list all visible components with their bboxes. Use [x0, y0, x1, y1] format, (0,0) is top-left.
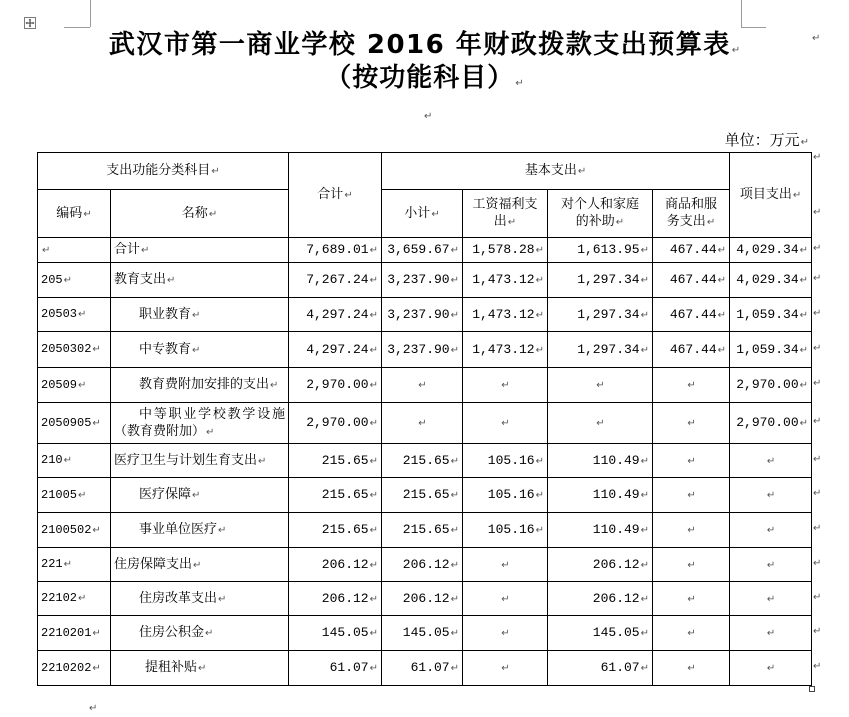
project-value: 1,059.34 ↵ — [736, 342, 808, 357]
header-goods-services[interactable] — [653, 190, 730, 238]
subtotal-cell[interactable] — [382, 478, 463, 513]
document-subtitle[interactable] — [0, 62, 849, 100]
personal-family-subsidy-cell[interactable] — [548, 332, 653, 368]
subtotal-value: 3,237.90 ↵ — [387, 272, 459, 287]
subtotal-value: 145.05 ↵ — [403, 625, 459, 640]
total-value: 7,267.24 ↵ — [306, 272, 378, 287]
salary-welfare-value: 105.16 ↵ — [488, 487, 544, 502]
code-value: 21005 ↵ — [41, 488, 86, 502]
salary-welfare-value: 105.16 ↵ — [488, 522, 544, 537]
header-personal-family-subsidy[interactable] — [548, 190, 653, 238]
project-cell[interactable] — [730, 651, 812, 686]
total-cell[interactable] — [289, 513, 382, 548]
subtotal-cell[interactable] — [382, 332, 463, 368]
personal-family-subsidy-value: 1,613.95 ↵ — [577, 242, 649, 257]
table-row — [38, 548, 812, 582]
paragraph-mark-icon — [811, 32, 820, 46]
row-end-mark-icon — [812, 415, 821, 429]
project-cell[interactable] — [730, 263, 812, 298]
personal-family-subsidy-cell[interactable] — [548, 263, 653, 298]
code-cell[interactable] — [38, 238, 111, 263]
table-row — [38, 651, 812, 686]
project-value: 4,029.34 ↵ — [736, 272, 808, 287]
total-value: 2,970.00 ↵ — [306, 415, 378, 430]
unit-label[interactable] — [725, 131, 809, 152]
goods-services-cell[interactable] — [653, 616, 730, 651]
project-value — [766, 453, 775, 468]
name-value: 医疗卫生与计划生育支出 ↵ — [114, 453, 266, 468]
project-cell[interactable] — [730, 332, 812, 368]
salary-welfare-cell[interactable] — [463, 368, 548, 403]
goods-services-cell[interactable] — [653, 332, 730, 368]
salary-welfare-value — [500, 591, 509, 606]
subtotal-value — [417, 415, 426, 430]
text-boundary-corner-top-left-horizontal — [64, 27, 90, 28]
header-project-label: 项目支出 ↵ — [740, 187, 801, 202]
total-value: 4,297.24 ↵ — [306, 342, 378, 357]
subtotal-value: 3,237.90 ↵ — [387, 307, 459, 322]
text-boundary-corner-top-right-horizontal — [741, 27, 766, 28]
project-value — [766, 557, 775, 572]
subtotal-cell[interactable] — [382, 582, 463, 616]
project-cell[interactable] — [730, 582, 812, 616]
project-value — [766, 591, 775, 606]
goods-services-value — [686, 453, 695, 468]
name-cell[interactable] — [111, 616, 289, 651]
name-cell[interactable] — [111, 582, 289, 616]
table-move-handle-icon[interactable] — [24, 14, 36, 26]
project-cell[interactable] — [730, 513, 812, 548]
name-cell[interactable] — [111, 263, 289, 298]
header-row-1 — [38, 153, 812, 190]
code-cell[interactable] — [38, 298, 111, 332]
code-value: 20503 ↵ — [41, 307, 86, 321]
subtotal-cell[interactable] — [382, 403, 463, 444]
goods-services-value — [686, 415, 695, 430]
goods-services-cell[interactable] — [653, 444, 730, 478]
goods-services-cell[interactable] — [653, 478, 730, 513]
header-total[interactable] — [289, 153, 382, 238]
salary-welfare-cell[interactable] — [463, 403, 548, 444]
row-end-mark-icon — [812, 307, 821, 321]
code-cell[interactable] — [38, 582, 111, 616]
total-cell[interactable] — [289, 478, 382, 513]
name-cell[interactable] — [111, 444, 289, 478]
paragraph-mark-icon — [423, 111, 432, 122]
project-value — [766, 522, 775, 537]
total-cell[interactable] — [289, 444, 382, 478]
salary-welfare-value — [500, 415, 509, 430]
code-cell[interactable] — [38, 368, 111, 403]
total-value: 2,970.00 ↵ — [306, 377, 378, 392]
salary-welfare-cell[interactable] — [463, 651, 548, 686]
header-goods-services-label: 商品和服务支出 ↵ — [663, 196, 719, 231]
total-value: 215.65 ↵ — [322, 522, 378, 537]
total-cell[interactable] — [289, 403, 382, 444]
total-cell[interactable] — [289, 332, 382, 368]
total-value: 206.12 ↵ — [322, 557, 378, 572]
salary-welfare-cell[interactable] — [463, 478, 548, 513]
code-cell[interactable] — [38, 651, 111, 686]
code-cell[interactable] — [38, 478, 111, 513]
row-end-mark-icon — [812, 660, 821, 674]
code-cell[interactable] — [38, 332, 111, 368]
subtotal-value: 215.65 ↵ — [403, 453, 459, 468]
project-cell[interactable] — [730, 616, 812, 651]
personal-family-subsidy-cell[interactable] — [548, 582, 653, 616]
text-boundary-corner-top-right-vertical — [741, 0, 742, 27]
header-basic-group[interactable] — [382, 153, 730, 190]
personal-family-subsidy-cell[interactable] — [548, 478, 653, 513]
goods-services-cell[interactable] — [653, 298, 730, 332]
code-cell[interactable] — [38, 403, 111, 444]
total-cell[interactable] — [289, 616, 382, 651]
personal-family-subsidy-value: 1,297.34 ↵ — [577, 307, 649, 322]
personal-family-subsidy-value: 110.49 ↵ — [593, 487, 649, 502]
goods-services-cell[interactable] — [653, 582, 730, 616]
goods-services-value — [686, 557, 695, 572]
salary-welfare-value — [500, 660, 509, 675]
salary-welfare-cell[interactable] — [463, 238, 548, 263]
project-value: 1,059.34 ↵ — [736, 307, 808, 322]
total-value: 145.05 ↵ — [322, 625, 378, 640]
name-cell[interactable] — [111, 548, 289, 582]
goods-services-value — [686, 660, 695, 675]
code-cell[interactable] — [38, 263, 111, 298]
header-code[interactable] — [38, 190, 111, 238]
row-end-mark-icon — [812, 242, 821, 256]
subtotal-value: 3,237.90 ↵ — [387, 342, 459, 357]
personal-family-subsidy-value: 61.07 ↵ — [601, 660, 649, 675]
table-row — [38, 616, 812, 651]
total-cell[interactable] — [289, 368, 382, 403]
subtotal-value: 215.65 ↵ — [403, 487, 459, 502]
personal-family-subsidy-cell[interactable] — [548, 368, 653, 403]
goods-services-value — [686, 377, 695, 392]
text-boundary-corner-top-left-vertical — [90, 0, 91, 27]
total-cell[interactable] — [289, 651, 382, 686]
name-value: 住房保障支出 ↵ — [114, 557, 201, 572]
project-cell[interactable] — [730, 298, 812, 332]
personal-family-subsidy-value: 110.49 ↵ — [593, 522, 649, 537]
subtotal-cell[interactable] — [382, 651, 463, 686]
goods-services-value: 467.44 ↵ — [670, 307, 726, 322]
goods-services-cell[interactable] — [653, 513, 730, 548]
salary-welfare-cell[interactable] — [463, 263, 548, 298]
name-value: 中等职业学校教学设施（教育费附加） ↵ — [114, 407, 285, 439]
table-row — [38, 368, 812, 403]
header-total-label: 合计 ↵ — [317, 187, 352, 202]
salary-welfare-value: 1,473.12 ↵ — [472, 307, 544, 322]
personal-family-subsidy-value: 110.49 ↵ — [593, 453, 649, 468]
code-value — [41, 243, 50, 257]
header-subtotal[interactable] — [382, 190, 463, 238]
project-cell[interactable] — [730, 444, 812, 478]
subtotal-cell[interactable] — [382, 513, 463, 548]
subtotal-cell[interactable] — [382, 444, 463, 478]
total-cell[interactable] — [289, 548, 382, 582]
personal-family-subsidy-value: 1,297.34 ↵ — [577, 342, 649, 357]
row-end-mark-icon — [812, 625, 821, 639]
salary-welfare-value: 1,473.12 ↵ — [472, 342, 544, 357]
header-category-group[interactable] — [38, 153, 289, 190]
end-of-table-marker-icon — [809, 686, 815, 692]
salary-welfare-cell[interactable] — [463, 582, 548, 616]
goods-services-cell[interactable] — [653, 403, 730, 444]
goods-services-value — [686, 487, 695, 502]
project-value: 2,970.00 ↵ — [736, 415, 808, 430]
paragraph-mark-icon — [88, 703, 97, 715]
subtotal-cell[interactable] — [382, 368, 463, 403]
table-row — [38, 444, 812, 478]
row-end-mark-icon — [812, 522, 821, 536]
name-cell[interactable] — [111, 513, 289, 548]
header-salary-welfare-label: 工资福利支出 ↵ — [471, 196, 540, 231]
header-project[interactable] — [730, 153, 812, 238]
code-value: 2050302 ↵ — [41, 342, 101, 356]
project-value — [766, 625, 775, 640]
goods-services-value: 467.44 ↵ — [670, 272, 726, 287]
code-value: 20509 ↵ — [41, 378, 86, 392]
name-cell[interactable] — [111, 298, 289, 332]
code-cell[interactable] — [38, 513, 111, 548]
code-value: 2210201 ↵ — [41, 626, 101, 640]
goods-services-cell[interactable] — [653, 651, 730, 686]
salary-welfare-value — [500, 625, 509, 640]
total-value: 215.65 ↵ — [322, 453, 378, 468]
header-name[interactable] — [111, 190, 289, 238]
table-row — [38, 238, 812, 263]
name-cell[interactable] — [111, 651, 289, 686]
personal-family-subsidy-cell[interactable] — [548, 651, 653, 686]
personal-family-subsidy-value: 206.12 ↵ — [593, 591, 649, 606]
total-value: 206.12 ↵ — [322, 591, 378, 606]
subtotal-cell[interactable] — [382, 548, 463, 582]
personal-family-subsidy-cell[interactable] — [548, 513, 653, 548]
document-title-text: 武汉市第一商业学校 2016 年财政拨款支出预算表 ↵ — [109, 30, 740, 60]
table-row — [38, 298, 812, 332]
code-value: 2050905 ↵ — [41, 416, 101, 430]
table-row — [38, 478, 812, 513]
code-cell[interactable] — [38, 616, 111, 651]
goods-services-value — [686, 591, 695, 606]
row-end-mark-icon — [812, 557, 821, 571]
header-row-2 — [38, 190, 812, 238]
name-value: 住房公积金 ↵ — [139, 625, 213, 640]
total-cell[interactable] — [289, 263, 382, 298]
personal-family-subsidy-cell[interactable] — [548, 444, 653, 478]
personal-family-subsidy-value: 145.05 ↵ — [593, 625, 649, 640]
row-end-mark-icon — [812, 487, 821, 501]
salary-welfare-cell[interactable] — [463, 548, 548, 582]
salary-welfare-cell[interactable] — [463, 513, 548, 548]
goods-services-value — [686, 625, 695, 640]
goods-services-cell[interactable] — [653, 368, 730, 403]
code-value: 2100502 ↵ — [41, 523, 101, 537]
project-cell[interactable] — [730, 368, 812, 403]
header-subtotal-label: 小计 ↵ — [404, 206, 439, 221]
name-value: 职业教育 ↵ — [139, 307, 200, 322]
project-value: 2,970.00 ↵ — [736, 377, 808, 392]
salary-welfare-value: 1,473.12 ↵ — [472, 272, 544, 287]
header-personal-family-subsidy-label: 对个人和家庭的补助 ↵ — [559, 196, 641, 231]
code-cell[interactable] — [38, 548, 111, 582]
unit-label-text: 单位：万元 ↵ — [725, 131, 809, 149]
project-cell[interactable] — [730, 403, 812, 444]
name-value: 提租补贴 ↵ — [145, 660, 206, 675]
goods-services-value — [686, 522, 695, 537]
header-basic-group-label: 基本支出 ↵ — [525, 163, 586, 178]
empty-paragraph[interactable] — [423, 110, 432, 124]
row-end-mark-icon — [812, 591, 821, 605]
goods-services-cell[interactable] — [653, 263, 730, 298]
name-cell[interactable] — [111, 403, 289, 444]
code-value: 2210202 ↵ — [41, 661, 101, 675]
name-value: 教育支出 ↵ — [114, 272, 175, 287]
personal-family-subsidy-cell[interactable] — [548, 616, 653, 651]
row-end-mark-icon — [812, 206, 821, 220]
subtotal-value: 61.07 ↵ — [411, 660, 459, 675]
total-value: 61.07 ↵ — [330, 660, 378, 675]
personal-family-subsidy-cell[interactable] — [548, 403, 653, 444]
name-cell[interactable] — [111, 478, 289, 513]
salary-welfare-value: 1,578.28 ↵ — [472, 242, 544, 257]
budget-table — [37, 152, 812, 686]
project-cell[interactable] — [730, 548, 812, 582]
header-salary-welfare[interactable] — [463, 190, 548, 238]
row-end-mark-icon — [812, 151, 821, 165]
goods-services-value: 467.44 ↵ — [670, 242, 726, 257]
document-subtitle-text: （按功能科目） ↵ — [325, 63, 523, 93]
header-name-label: 名称 ↵ — [182, 206, 217, 221]
personal-family-subsidy-cell[interactable] — [548, 548, 653, 582]
personal-family-subsidy-cell[interactable] — [548, 298, 653, 332]
subtotal-value: 206.12 ↵ — [403, 591, 459, 606]
table-row — [38, 513, 812, 548]
project-value — [766, 660, 775, 675]
personal-family-subsidy-value: 206.12 ↵ — [593, 557, 649, 572]
code-cell[interactable] — [38, 444, 111, 478]
total-value: 215.65 ↵ — [322, 487, 378, 502]
total-value: 7,689.01 ↵ — [306, 242, 378, 257]
name-value: 中专教育 ↵ — [139, 342, 200, 357]
code-value: 210 ↵ — [41, 453, 72, 467]
name-cell[interactable] — [111, 368, 289, 403]
subtotal-cell[interactable] — [382, 616, 463, 651]
name-value: 教育费附加安排的支出 ↵ — [139, 377, 278, 392]
total-cell[interactable] — [289, 238, 382, 263]
name-cell[interactable] — [111, 238, 289, 263]
personal-family-subsidy-value — [595, 415, 604, 430]
subtotal-value — [417, 377, 426, 392]
subtotal-value: 3,659.67 ↵ — [387, 242, 459, 257]
subtotal-value: 206.12 ↵ — [403, 557, 459, 572]
header-category-group-label: 支出功能分类科目 ↵ — [106, 163, 219, 178]
table-row — [38, 332, 812, 368]
row-end-mark-icon — [812, 272, 821, 286]
subtotal-cell[interactable] — [382, 238, 463, 263]
name-value: 住房改革支出 ↵ — [139, 591, 226, 606]
subtotal-cell[interactable] — [382, 298, 463, 332]
name-value: 医疗保障 ↵ — [139, 487, 200, 502]
personal-family-subsidy-value — [595, 377, 604, 392]
table-row — [38, 582, 812, 616]
total-cell[interactable] — [289, 298, 382, 332]
salary-welfare-value — [500, 557, 509, 572]
project-value — [766, 487, 775, 502]
salary-welfare-value — [500, 377, 509, 392]
table-row — [38, 403, 812, 444]
project-value: 4,029.34 ↵ — [736, 242, 808, 257]
subtotal-value: 215.65 ↵ — [403, 522, 459, 537]
personal-family-subsidy-cell[interactable] — [548, 238, 653, 263]
code-value: 22102 ↵ — [41, 591, 86, 605]
header-code-label: 编码 ↵ — [56, 206, 91, 221]
row-end-mark-icon — [812, 342, 821, 356]
row-end-mark-icon — [812, 453, 821, 467]
salary-welfare-value: 105.16 ↵ — [488, 453, 544, 468]
name-value: 合计 ↵ — [114, 242, 149, 257]
goods-services-value: 467.44 ↵ — [670, 342, 726, 357]
name-cell[interactable] — [111, 332, 289, 368]
project-cell[interactable] — [730, 238, 812, 263]
subtotal-cell[interactable] — [382, 263, 463, 298]
salary-welfare-cell[interactable] — [463, 332, 548, 368]
salary-welfare-cell[interactable] — [463, 444, 548, 478]
salary-welfare-cell[interactable] — [463, 298, 548, 332]
goods-services-cell[interactable] — [653, 238, 730, 263]
salary-welfare-cell[interactable] — [463, 616, 548, 651]
goods-services-cell[interactable] — [653, 548, 730, 582]
personal-family-subsidy-value: 1,297.34 ↵ — [577, 272, 649, 287]
name-value: 事业单位医疗 ↵ — [139, 522, 226, 537]
code-value: 205 ↵ — [41, 273, 72, 287]
total-value: 4,297.24 ↵ — [306, 307, 378, 322]
code-value: 221 ↵ — [41, 557, 72, 571]
project-cell[interactable] — [730, 478, 812, 513]
total-cell[interactable] — [289, 582, 382, 616]
row-end-mark-icon — [812, 377, 821, 391]
table-row — [38, 263, 812, 298]
